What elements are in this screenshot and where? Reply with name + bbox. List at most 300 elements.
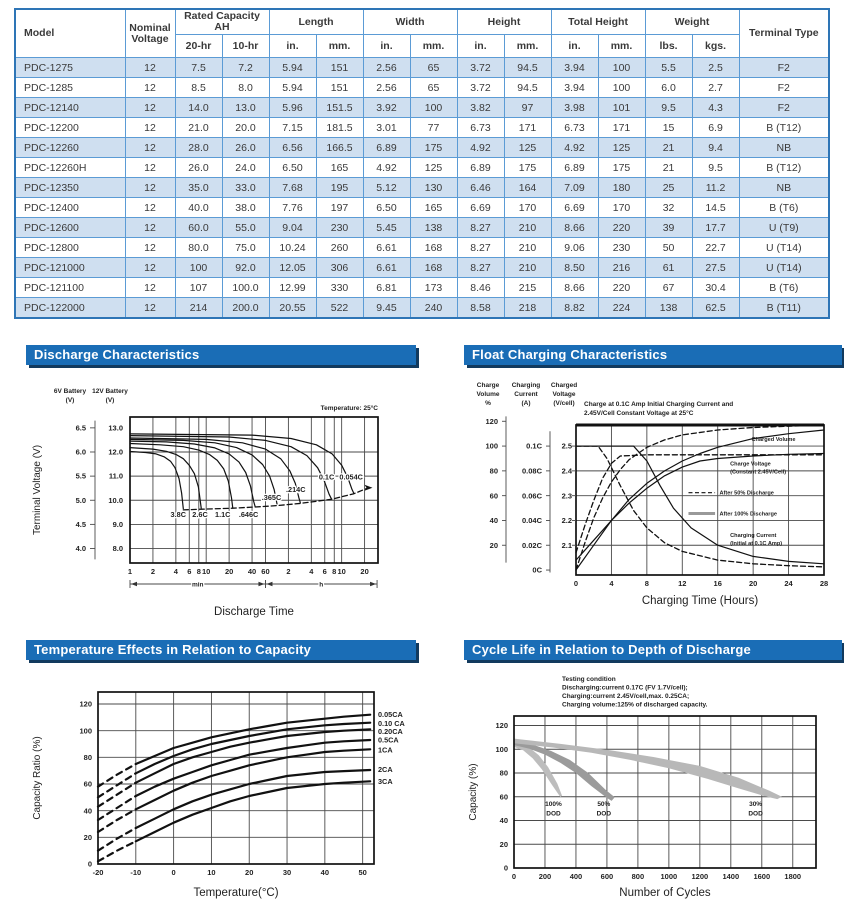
- svg-text:0.08C: 0.08C: [521, 466, 542, 476]
- discharge-chart: [26, 377, 416, 622]
- table-cell: 2.56: [363, 58, 410, 78]
- section-title-cycle-life: Cycle Life in Relation to Depth of Discharge: [464, 640, 842, 660]
- table-cell: 171: [598, 118, 645, 138]
- svg-text:1CA: 1CA: [378, 745, 393, 755]
- svg-text:1400: 1400: [722, 872, 740, 882]
- table-cell: 12: [125, 58, 175, 78]
- charts-grid: [26, 345, 844, 902]
- col-header-height: Height: [457, 9, 551, 35]
- table-cell: 3.98: [551, 98, 598, 118]
- table-cell: 8.50: [551, 258, 598, 278]
- section-temperature: [26, 640, 416, 902]
- svg-text:80: 80: [489, 466, 498, 476]
- table-cell: 22.7: [692, 238, 739, 258]
- table-cell: 5.94: [269, 78, 316, 98]
- table-cell: 3.01: [363, 118, 410, 138]
- table-cell: 6.50: [363, 198, 410, 218]
- float-charging-chart: [464, 377, 842, 622]
- table-cell: 220: [598, 278, 645, 298]
- svg-text:.214C: .214C: [286, 484, 306, 494]
- table-cell: 14.0: [175, 98, 222, 118]
- table-cell: 7.15: [269, 118, 316, 138]
- svg-text:Current: Current: [514, 391, 538, 399]
- table-cell: 40.0: [175, 198, 222, 218]
- svg-text:40: 40: [320, 868, 330, 878]
- svg-text:8: 8: [196, 567, 201, 577]
- table-cell: 12: [125, 118, 175, 138]
- svg-text:Discharge Time: Discharge Time: [214, 606, 294, 619]
- table-cell: 27.5: [692, 258, 739, 278]
- table-cell: 138: [645, 298, 692, 319]
- svg-text:80: 80: [499, 768, 508, 778]
- table-cell: 12.05: [269, 258, 316, 278]
- table-cell: 8.27: [457, 218, 504, 238]
- svg-text:0.054C: 0.054C: [339, 472, 363, 482]
- svg-text:(A): (A): [521, 400, 531, 408]
- subheader-cell: mm.: [598, 35, 645, 58]
- section-title-discharge: Discharge Characteristics: [26, 345, 416, 365]
- table-cell: 8.58: [457, 298, 504, 319]
- temperature-chart: [26, 672, 416, 902]
- svg-text:100: 100: [79, 726, 92, 736]
- svg-text:20: 20: [360, 567, 369, 577]
- col-header-total-height: Total Height: [551, 9, 645, 35]
- svg-text:2.4: 2.4: [561, 466, 572, 476]
- table-cell: 164: [504, 178, 551, 198]
- table-cell: 100: [410, 98, 457, 118]
- table-cell: 26.0: [222, 138, 269, 158]
- table-cell: 100: [598, 58, 645, 78]
- table-cell: 260: [316, 238, 363, 258]
- table-cell: 20.0: [222, 118, 269, 138]
- table-cell: 173: [410, 278, 457, 298]
- table-cell: 33.0: [222, 178, 269, 198]
- col-header-model: Model: [15, 9, 125, 58]
- svg-text:2.6C: 2.6C: [192, 510, 208, 520]
- svg-text:0.06C: 0.06C: [521, 491, 542, 501]
- table-cell: 5.12: [363, 178, 410, 198]
- table-cell: 151.5: [316, 98, 363, 118]
- subheader-cell: in.: [269, 35, 316, 58]
- table-cell: 200.0: [222, 298, 269, 319]
- table-cell: 218: [504, 298, 551, 319]
- table-cell: 165: [410, 198, 457, 218]
- table-cell: 175: [504, 158, 551, 178]
- svg-text:60: 60: [499, 792, 508, 802]
- table-cell: 306: [316, 258, 363, 278]
- table-cell: 92.0: [222, 258, 269, 278]
- svg-text:1600: 1600: [753, 872, 771, 882]
- subheader-cell: 20-hr: [175, 35, 222, 58]
- svg-text:6.5: 6.5: [75, 423, 86, 433]
- svg-text:.646C: .646C: [238, 510, 259, 520]
- table-cell: B (T12): [739, 118, 829, 138]
- svg-text:28: 28: [819, 579, 829, 589]
- table-cell: 2.56: [363, 78, 410, 98]
- table-row: [15, 118, 829, 138]
- svg-text:Charging volume:125% of discha: Charging volume:125% of discharged capacity.: [562, 701, 708, 709]
- table-cell: 12: [125, 78, 175, 98]
- table-cell: 35.0: [175, 178, 222, 198]
- svg-text:20: 20: [748, 579, 758, 589]
- table-cell: B (T11): [739, 298, 829, 319]
- table-cell: 32: [645, 198, 692, 218]
- model-cell: PDC-12350: [15, 178, 125, 198]
- table-cell: 4.92: [551, 138, 598, 158]
- svg-text:600: 600: [600, 872, 614, 882]
- table-cell: 3.94: [551, 78, 598, 98]
- table-row: [15, 218, 829, 238]
- table-row: [15, 238, 829, 258]
- svg-text:2.2: 2.2: [561, 516, 572, 526]
- table-cell: 28.0: [175, 138, 222, 158]
- table-cell: 210: [504, 218, 551, 238]
- svg-text:%: %: [485, 400, 491, 408]
- table-row: [15, 278, 829, 298]
- model-cell: PDC-12800: [15, 238, 125, 258]
- svg-text:0.1C: 0.1C: [526, 441, 542, 451]
- model-cell: PDC-12400: [15, 198, 125, 218]
- table-cell: 6.73: [551, 118, 598, 138]
- table-cell: 6.9: [692, 118, 739, 138]
- col-header-terminal-type: Terminal Type: [739, 9, 829, 58]
- svg-text:80: 80: [83, 752, 92, 762]
- table-cell: 12: [125, 298, 175, 319]
- table-cell: 7.68: [269, 178, 316, 198]
- table-cell: 522: [316, 298, 363, 319]
- svg-text:Volume: Volume: [476, 391, 500, 399]
- svg-text:Number of Cycles: Number of Cycles: [619, 887, 711, 900]
- table-cell: NB: [739, 138, 829, 158]
- table-cell: 240: [410, 298, 457, 319]
- table-cell: 12: [125, 198, 175, 218]
- table-cell: 230: [316, 218, 363, 238]
- svg-text:Testing condition: Testing condition: [562, 676, 616, 684]
- table-cell: 168: [410, 238, 457, 258]
- table-cell: 6.50: [269, 158, 316, 178]
- svg-text:0.04C: 0.04C: [521, 516, 542, 526]
- svg-text:Terminal Voltage (V): Terminal Voltage (V): [32, 445, 43, 536]
- svg-text:.365C: .365C: [261, 492, 282, 502]
- svg-text:0: 0: [511, 872, 517, 882]
- table-cell: 62.5: [692, 298, 739, 319]
- model-cell: PDC-12140: [15, 98, 125, 118]
- section-float-charging: [464, 345, 842, 622]
- svg-text:Discharging:current 0.17C (FV: Discharging:current 0.17C (FV 1.7V/cell);: [562, 684, 688, 692]
- svg-text:(Initial at 0.1C Amp): (Initial at 0.1C Amp): [730, 541, 783, 548]
- table-cell: 151: [316, 78, 363, 98]
- table-cell: U (T14): [739, 238, 829, 258]
- svg-text:16: 16: [713, 579, 722, 589]
- model-cell: PDC-1285: [15, 78, 125, 98]
- table-cell: 171: [504, 118, 551, 138]
- model-cell: PDC-121100: [15, 278, 125, 298]
- table-cell: 24.0: [222, 158, 269, 178]
- svg-text:Temperature(°C): Temperature(°C): [193, 887, 279, 900]
- table-cell: 65: [410, 58, 457, 78]
- table-cell: 77: [410, 118, 457, 138]
- table-cell: 6.73: [457, 118, 504, 138]
- svg-text:10: 10: [202, 567, 211, 577]
- svg-text:6: 6: [322, 567, 327, 577]
- svg-text:min: min: [191, 581, 204, 589]
- svg-text:Charge at 0.1C Amp Initial Cha: Charge at 0.1C Amp Initial Charging Current and: [584, 401, 734, 409]
- table-cell: 100.0: [222, 278, 269, 298]
- table-cell: 151: [316, 58, 363, 78]
- table-cell: 6.56: [269, 138, 316, 158]
- table-cell: 61: [645, 258, 692, 278]
- table-cell: 50: [645, 238, 692, 258]
- subheader-cell: in.: [551, 35, 598, 58]
- svg-text:3.8C: 3.8C: [170, 510, 186, 520]
- table-row: [15, 138, 829, 158]
- table-cell: 26.0: [175, 158, 222, 178]
- table-row: [15, 58, 829, 78]
- svg-text:40: 40: [83, 806, 92, 816]
- table-cell: 13.0: [222, 98, 269, 118]
- table-cell: 5.5: [645, 58, 692, 78]
- svg-text:50: 50: [358, 868, 367, 878]
- table-cell: 11.2: [692, 178, 739, 198]
- svg-text:Charged Volume: Charged Volume: [751, 437, 796, 444]
- subheader-cell: mm.: [410, 35, 457, 58]
- svg-text:8.0: 8.0: [112, 544, 123, 554]
- table-cell: 9.4: [692, 138, 739, 158]
- section-title-temperature: Temperature Effects in Relation to Capacity: [26, 640, 416, 660]
- table-cell: 2.7: [692, 78, 739, 98]
- svg-text:100%: 100%: [545, 800, 562, 808]
- svg-text:12.0: 12.0: [108, 447, 123, 457]
- svg-text:8: 8: [332, 567, 337, 577]
- table-cell: 9.5: [692, 158, 739, 178]
- table-cell: 6.46: [457, 178, 504, 198]
- svg-text:0: 0: [503, 863, 508, 873]
- svg-text:1.1C: 1.1C: [215, 510, 231, 520]
- svg-text:Charging Current: Charging Current: [730, 532, 777, 539]
- svg-text:1800: 1800: [784, 872, 802, 882]
- table-cell: 15: [645, 118, 692, 138]
- table-cell: 175: [598, 158, 645, 178]
- svg-text:2.1: 2.1: [561, 540, 572, 550]
- table-header-row: [15, 9, 829, 35]
- table-row: [15, 298, 829, 319]
- svg-text:Charge Voltage: Charge Voltage: [730, 461, 771, 468]
- table-cell: 7.2: [222, 58, 269, 78]
- svg-text:h: h: [319, 581, 324, 589]
- table-cell: B (T6): [739, 278, 829, 298]
- table-cell: 5.96: [269, 98, 316, 118]
- model-cell: PDC-12600: [15, 218, 125, 238]
- table-cell: 224: [598, 298, 645, 319]
- table-cell: 2.5: [692, 58, 739, 78]
- table-cell: 6.61: [363, 238, 410, 258]
- table-cell: 6.69: [551, 198, 598, 218]
- table-cell: 6.69: [457, 198, 504, 218]
- svg-text:60: 60: [489, 491, 498, 501]
- table-row: [15, 198, 829, 218]
- svg-text:12: 12: [678, 579, 687, 589]
- table-cell: 12.99: [269, 278, 316, 298]
- svg-text:Charging Time (Hours): Charging Time (Hours): [641, 595, 759, 608]
- svg-text:1: 1: [127, 567, 133, 577]
- table-cell: 220: [598, 218, 645, 238]
- svg-text:-20: -20: [92, 868, 104, 878]
- table-cell: 216: [598, 258, 645, 278]
- table-cell: 4.92: [457, 138, 504, 158]
- svg-text:100: 100: [495, 744, 508, 754]
- svg-text:30: 30: [282, 868, 292, 878]
- table-cell: 125: [504, 138, 551, 158]
- svg-text:(V): (V): [65, 397, 75, 405]
- col-header-width: Width: [363, 9, 457, 35]
- table-cell: 130: [410, 178, 457, 198]
- section-cycle-life: [464, 640, 842, 902]
- table-cell: NB: [739, 178, 829, 198]
- table-cell: 94.5: [504, 58, 551, 78]
- table-cell: 6.81: [363, 278, 410, 298]
- cycle-life-chart: [464, 672, 842, 902]
- svg-text:DOD: DOD: [596, 810, 612, 818]
- table-cell: 3.94: [551, 58, 598, 78]
- table-cell: 3.72: [457, 58, 504, 78]
- table-row: [15, 78, 829, 98]
- subheader-cell: kgs.: [692, 35, 739, 58]
- table-cell: B (T12): [739, 158, 829, 178]
- table-cell: 138: [410, 218, 457, 238]
- table-cell: F2: [739, 58, 829, 78]
- table-cell: 6.89: [457, 158, 504, 178]
- table-cell: 80.0: [175, 238, 222, 258]
- table-cell: 100: [598, 78, 645, 98]
- svg-text:800: 800: [631, 872, 645, 882]
- svg-text:10.0: 10.0: [108, 495, 123, 505]
- table-cell: 12: [125, 178, 175, 198]
- svg-text:6: 6: [187, 567, 192, 577]
- table-cell: 12: [125, 218, 175, 238]
- svg-text:20: 20: [83, 832, 92, 842]
- subheader-cell: lbs.: [645, 35, 692, 58]
- svg-text:5.5: 5.5: [75, 471, 86, 481]
- model-cell: PDC-12260H: [15, 158, 125, 178]
- svg-text:120: 120: [485, 416, 498, 426]
- table-row: [15, 98, 829, 118]
- svg-text:0: 0: [573, 579, 579, 589]
- svg-text:40: 40: [499, 816, 508, 826]
- svg-text:5.0: 5.0: [75, 495, 86, 505]
- svg-text:Charging: Charging: [511, 382, 541, 390]
- svg-text:200: 200: [538, 872, 552, 882]
- svg-text:20: 20: [489, 540, 498, 550]
- table-cell: 101: [598, 98, 645, 118]
- table-cell: 210: [504, 258, 551, 278]
- svg-text:100: 100: [485, 441, 498, 451]
- table-cell: 7.09: [551, 178, 598, 198]
- svg-text:After 100% Discharge: After 100% Discharge: [719, 511, 778, 518]
- table-cell: 8.66: [551, 278, 598, 298]
- table-cell: 8.27: [457, 258, 504, 278]
- table-cell: U (T14): [739, 258, 829, 278]
- col-header-length: Length: [269, 9, 363, 35]
- subheader-cell: 10-hr: [222, 35, 269, 58]
- table-cell: 30.4: [692, 278, 739, 298]
- svg-text:3CA: 3CA: [378, 776, 393, 786]
- svg-text:120: 120: [79, 699, 92, 709]
- table-cell: 210: [504, 238, 551, 258]
- table-cell: 6.89: [363, 138, 410, 158]
- table-cell: 7.76: [269, 198, 316, 218]
- model-cell: PDC-1275: [15, 58, 125, 78]
- table-cell: 12: [125, 98, 175, 118]
- svg-text:0.05CA: 0.05CA: [378, 710, 403, 720]
- table-cell: 9.5: [645, 98, 692, 118]
- subheader-cell: mm.: [316, 35, 363, 58]
- table-cell: 168: [410, 258, 457, 278]
- table-cell: 214: [175, 298, 222, 319]
- svg-text:50%: 50%: [597, 800, 611, 808]
- table-cell: 14.5: [692, 198, 739, 218]
- table-cell: 3.72: [457, 78, 504, 98]
- table-cell: 4.92: [363, 158, 410, 178]
- table-cell: 107: [175, 278, 222, 298]
- table-row: [15, 178, 829, 198]
- table-cell: F2: [739, 78, 829, 98]
- svg-text:0.20CA: 0.20CA: [378, 726, 403, 736]
- svg-text:40: 40: [247, 567, 257, 577]
- svg-text:12V Battery: 12V Battery: [92, 388, 128, 396]
- svg-text:Charge: Charge: [476, 382, 500, 390]
- svg-text:0C: 0C: [532, 565, 542, 575]
- table-cell: 8.0: [222, 78, 269, 98]
- table-cell: 21.0: [175, 118, 222, 138]
- subheader-cell: in.: [363, 35, 410, 58]
- svg-text:0.1C: 0.1C: [318, 472, 335, 482]
- svg-text:2.45V/Cell Constant Voltage at: 2.45V/Cell Constant Voltage at 25°C: [584, 410, 694, 418]
- table-cell: 3.82: [457, 98, 504, 118]
- table-cell: 330: [316, 278, 363, 298]
- table-cell: 230: [598, 238, 645, 258]
- table-cell: 8.82: [551, 298, 598, 319]
- svg-text:6V Battery: 6V Battery: [53, 388, 87, 396]
- svg-text:9.0: 9.0: [112, 520, 123, 530]
- table-cell: 94.5: [504, 78, 551, 98]
- table-cell: U (T9): [739, 218, 829, 238]
- table-cell: 20.55: [269, 298, 316, 319]
- svg-text:40: 40: [489, 516, 498, 526]
- table-cell: 12: [125, 258, 175, 278]
- svg-text:4.5: 4.5: [75, 520, 86, 530]
- svg-text:(V): (V): [105, 397, 115, 405]
- table-cell: F2: [739, 98, 829, 118]
- table-cell: 4.3: [692, 98, 739, 118]
- col-header-rated-capacity: Rated Capacity AH: [175, 9, 269, 35]
- svg-text:DOD: DOD: [748, 810, 763, 818]
- svg-text:30%: 30%: [749, 800, 763, 808]
- svg-text:-10: -10: [130, 868, 142, 878]
- col-header-weight: Weight: [645, 9, 739, 35]
- table-cell: 25: [645, 178, 692, 198]
- model-cell: PDC-122000: [15, 298, 125, 319]
- svg-text:11.0: 11.0: [108, 471, 123, 481]
- col-header-nominal-voltage: Nominal Voltage: [125, 9, 175, 58]
- svg-text:13.0: 13.0: [108, 423, 123, 433]
- table-cell: 21: [645, 138, 692, 158]
- svg-text:20: 20: [499, 839, 508, 849]
- svg-text:4: 4: [609, 579, 614, 589]
- table-cell: 7.5: [175, 58, 222, 78]
- table-cell: 6.0: [645, 78, 692, 98]
- model-cell: PDC-121000: [15, 258, 125, 278]
- table-cell: 10.24: [269, 238, 316, 258]
